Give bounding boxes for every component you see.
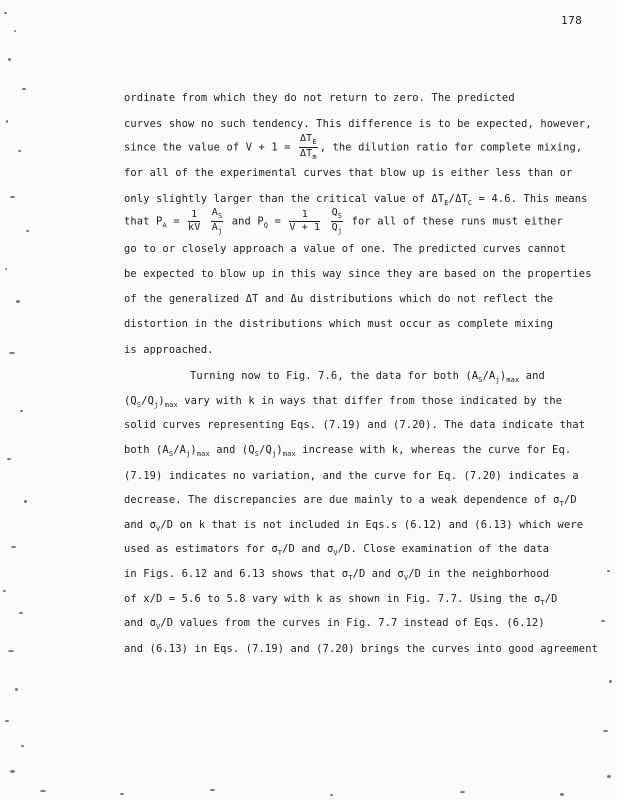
page-number: 178 bbox=[561, 14, 583, 27]
text-line-10: distortion in the distributions which must occur as complete mixing bbox=[124, 318, 554, 330]
text-line-16: (7.19) indicates no variation, and the curve for Eq. (7.20) indicates a bbox=[124, 470, 579, 482]
text-line-12: Turning now to Fig. 7.6, the data for both $(A_S/A_j)_{max}$ and bbox=[190, 370, 545, 384]
text-line-6: that $P_A$ = $\frac{1}{kV}$ $\frac{A_S}{A_j}$ and $P_Q$ = $\frac{1}{V + 1}$ $\frac{Q_S}{Q_j}$ for all of these runs must either bbox=[124, 207, 563, 235]
text-line-22: and $\sigma_V/D$ values from the curves in Fig. 7.7 instead of Eqs. (6.12) bbox=[124, 617, 545, 631]
text-line-4: for all of the experimental curves that blow up is either less than or bbox=[124, 167, 573, 179]
scan-bottom-noise bbox=[0, 784, 617, 800]
text-line-17: decrease. The discrepancies are due mainly to a weak dependence of $\sigma_T/D$ bbox=[124, 494, 577, 508]
text-line-13: $(Q_S/Q_j)_{max}$ vary with k in ways that differ from those indicated by the bbox=[124, 395, 563, 409]
fraction-1-over-v-plus-1: $\frac{1}{V + 1}$ bbox=[289, 209, 321, 233]
text-line-3: since the value of V + 1 = $\frac{\Delta T_E}{\Delta T_m}$ , the dilution ratio for complete mixing, bbox=[124, 133, 583, 161]
text-line-2: curves show no such tendency. This difference is to be expected, however, bbox=[124, 118, 592, 130]
text-line-8: be expected to blow up in this way since they are based on the properties bbox=[124, 268, 592, 280]
text-line-20: in Figs. 6.12 and 6.13 shows that $\sigma_T/D$ and $\sigma_V/D$ in the neighborhood bbox=[124, 568, 550, 582]
fraction-qs-over-qj: $\frac{Q_S}{Q_j}$ bbox=[331, 207, 343, 235]
text-line-11: is approached. bbox=[124, 344, 214, 356]
text-line-19: used as estimators for $\sigma_T/D$ and $\sigma_V/D$. Close examination of the data bbox=[124, 543, 550, 557]
text-line-9: of the generalized ΔT and Δu distributions which do not reflect the bbox=[124, 293, 554, 305]
fraction-as-over-aj: $\frac{A_S}{A_j}$ bbox=[211, 207, 223, 235]
scan-edge-noise bbox=[595, 560, 617, 800]
text-line-1: ordinate from which they do not return to zero. The predicted bbox=[124, 92, 515, 104]
text-line-23: and (6.13) in Eqs. (7.19) and (7.20) brings the curves into good agreement bbox=[124, 643, 599, 655]
text-line-21: of x/D = 5.6 to 5.8 vary with k as shown in Fig. 7.7. Using the $\sigma_T/D$ bbox=[124, 593, 558, 607]
text-line-18: and $\sigma_V/D$ on k that is not included in Eqs.s (6.12) and (6.13) which were bbox=[124, 519, 584, 533]
text-line-15: both $(A_S/A_j)_{max}$ and $(Q_S/Q_j)_{max}$ increase with k, whereas the curve for Eq. bbox=[124, 444, 572, 458]
scan-margin-noise bbox=[0, 0, 34, 800]
text-line-7: go to or closely approach a value of one. The predicted curves cannot bbox=[124, 243, 566, 255]
fraction-1-over-kv: $\frac{1}{kV}$ bbox=[188, 209, 201, 233]
dilution-fraction: $\frac{\Delta T_E}{\Delta T_m}$ bbox=[299, 133, 317, 161]
text-line-14: solid curves representing Eqs. (7.19) and (7.20). The data indicate that bbox=[124, 419, 586, 431]
text-line-5: only slightly larger than the critical value of $\Delta T_E/\Delta T_C = 4.6$. This means bbox=[124, 193, 588, 207]
